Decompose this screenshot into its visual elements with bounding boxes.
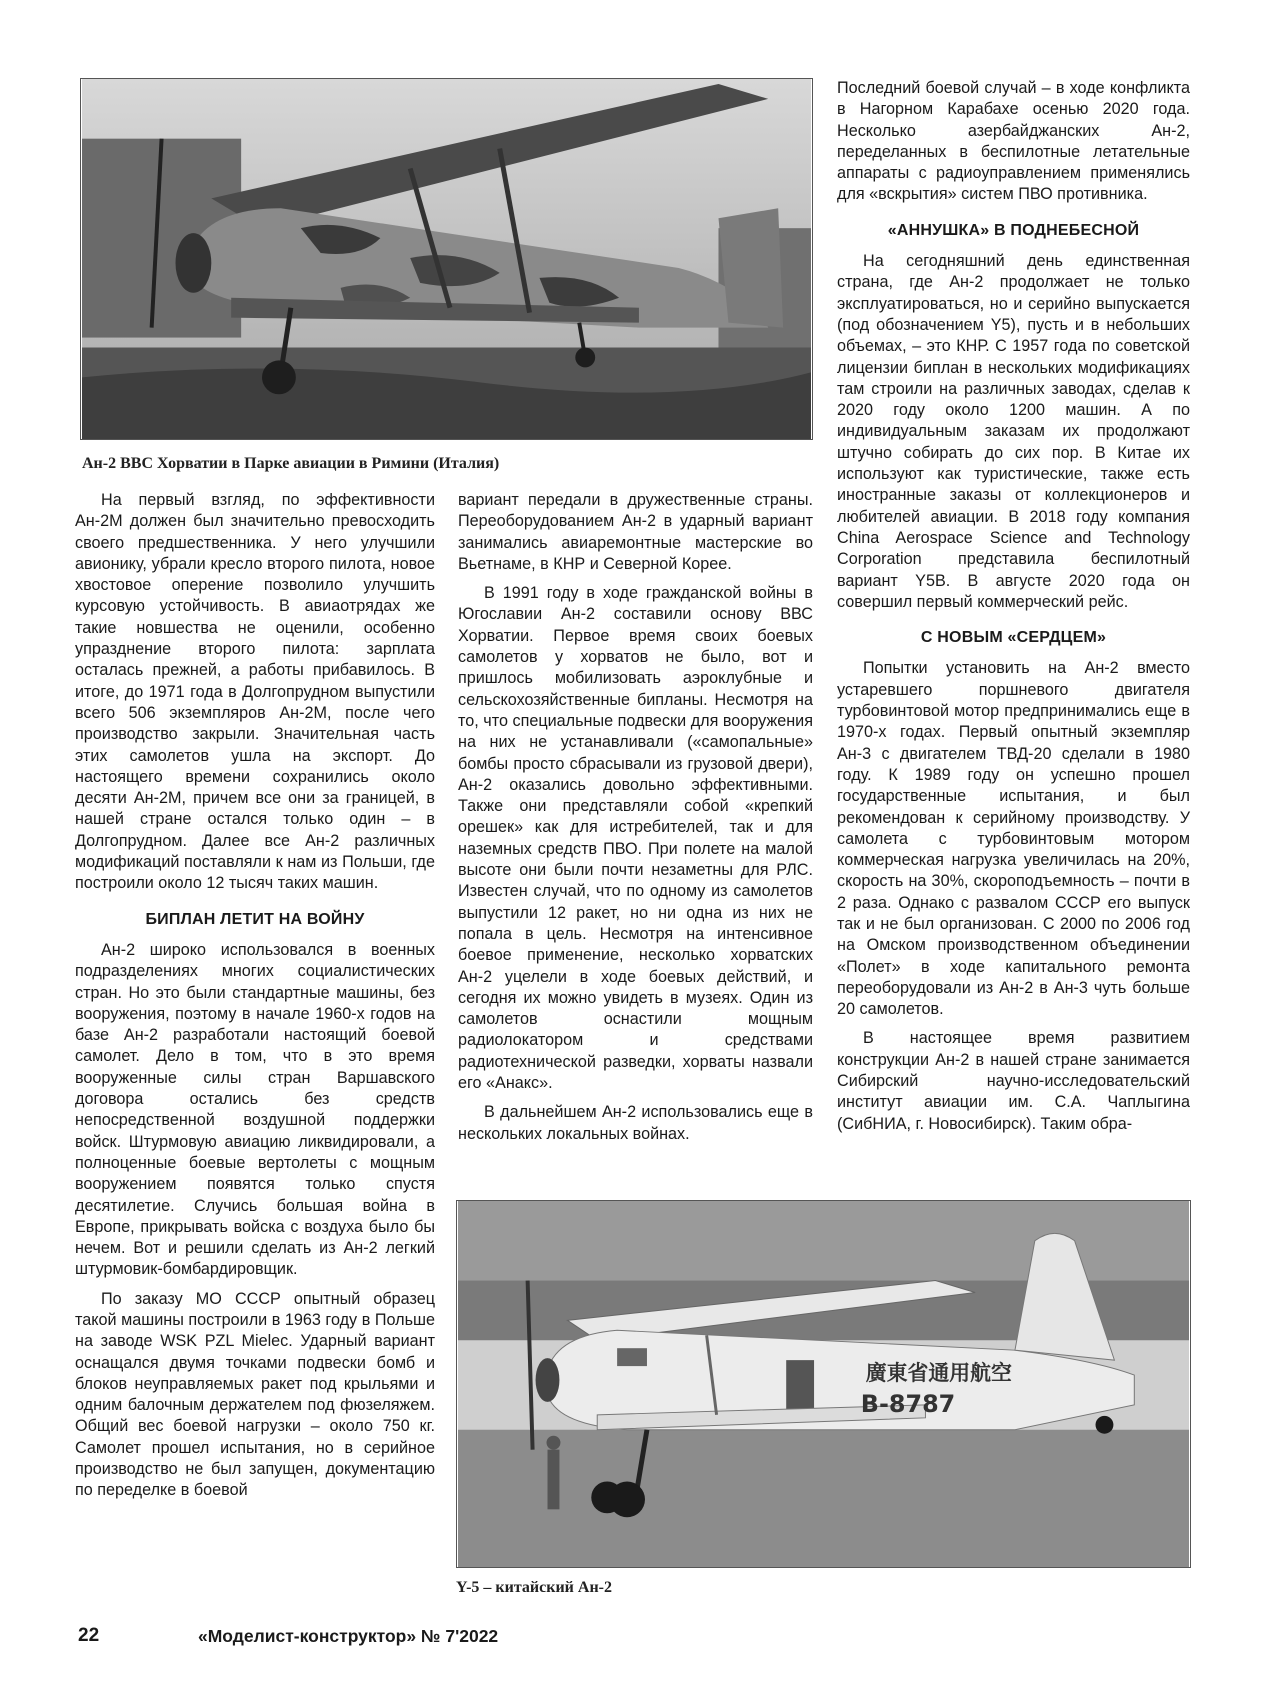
chinese-airline-text: 廣東省通用航空	[865, 1361, 1012, 1386]
paragraph: На сегодняшний день единственная страна, где Ан-2 продолжает не только эксплуатироваться, но и серийно выпускается (под обозначением Y5), пусть и в небольших объемах, – это КНР. С 1957 года по советской лицензии биплан в нескольких модификациях там строили на различных заводах, сделав к 2020 году около 1200 машин. А по индивидуальным заказам их продолжают штучно собирать до сих пор. В Китае их используют как туристические, также есть иностранные заказы от коллекционеров и любителей авиации. В 2018 году компания China Aerospace Science and Technology Corporation представила беспилотный вариант Y5B. В августе 2020 года он совершил первый коммерческий рейс.	[837, 252, 1190, 611]
section-heading: БИПЛАН ЛЕТИТ НА ВОЙНУ	[145, 910, 365, 928]
paragraph: Последний боевой случай – в ходе конфликта в Нагорном Карабахе осенью 2020 года. Несколько азербайджанских Ан-2, переделанных в беспилотные летательные аппараты с радиоуправлением применялись для «вскрытия» систем ПВО противника.	[837, 79, 1190, 204]
photo2-caption: Y-5 – китайский Ан-2	[456, 1579, 612, 1596]
section-heading: С НОВЫМ «СЕРДЦЕМ»	[920, 629, 1107, 647]
paragraph: вариант передали в дружественные страны. Переоборудованием Ан-2 в ударный вариант занимались авиаремонтные мастерские во Вьетнаме, в КНР и Северной Корее.	[458, 491, 813, 573]
paragraph: Ан-2 широко использовался в военных подразделениях многих социалистических стран. Но это были стандартные машины, без вооружения, поэтому в начале 1960-х годов на базе Ан-2 разработали настоящий боевой самолет. Дело в том, что в это время вооруженные силы стран Варшавского договора остались без средств непосредственной воздушной поддержки войск. Штурмовую авиацию ликвидировали, а полноценные боевые вертолеты с мощным вооружением появятся только спустя десятилетие. Случись большая война в Европе, прикрывать войска с воздуха было бы нечем. Вот и решили сделать из Ан-2 легкий штурмовик-бомбардировщик.	[75, 940, 435, 1279]
page-number: 22	[78, 1625, 100, 1646]
paragraph: Попытки установить на Ан-2 вместо устаревшего поршневого двигателя турбовинтовой мотор предпринимались еще в 1970-х годах. Первый опытный экземпляр Ан-3 с двигателем ТВД-20 сделали в 1980 году. К 1989 году он успешно прошел государственные испытания, и был рекомендован к серийному производству. У самолета с турбовинтовым мотором коммерческая нагрузка увеличилась на 20%, скорость на 30%, скороподъемность – почти в 2 раза. Однако с развалом СССР его выпуск так и не был организован. С 2000 по 2006 год на Омском производственном объединении «Полет» в ходе капитального ремонта переоборудовали из Ан-2 в Ан-3 чуть больше 20 самолетов.	[837, 659, 1190, 1019]
paragraph: В 1991 году в ходе гражданской войны в Югославии Ан-2 составили основу ВВС Хорватии. Первое время своих боевых самолетов у хорватов не было, вот и пришлось мобилизовать аэроклубные и сельскохозяйственные бипланы. Несмотря на то, что специальные подвески для вооружения на них не устанавливали («самопальные» бомбы просто сбрасывали из грузовой двери), Ан-2 оказались довольно эффективными. Также они представляли собой «крепкий орешек» как для истребителей, так и для наземных средств ПВО. При полете на малой высоте они были почти незаметны для РЛС. Известен случай, что по одному из самолетов выпустили 12 ракет, но ни одна из них не попала в цель. Несмотря на интенсивное боевое применение, несколько хорватских Ан-2 уцелели в ходе боевых действий, и сегодня их можно увидеть в музеях. Один из самолетов оснастили мощным радиолокатором и средствами радиотехнической разведки, хорваты назвали его «Анакс».	[458, 584, 813, 1093]
chinese-y5-photo	[456, 1200, 1191, 1568]
camouflaged-biplane-photo-icon	[81, 79, 812, 439]
paragraph: На первый взгляд, по эффективности Ан-2М должен был значительно превосходить своего предшественника. У него улучшили авионику, убрали кресло второго пилота, новое хвостовое оперение позволило улучшить курсовую устойчивость. В авиаотрядах же такие новшества не оценили, особенно упразднение второго пилота: зарплата осталась прежней, а работы прибавилось. В итоге, до 1971 года в Долгопрудном выпустили всего 506 экземпляров Ан-2М, после чего производство закрыли. Значительная часть этих самолетов ушла на экспорт. До настоящего времени сохранились около десяти Ан-2М, причем все они за границей, в нашей стране остался только один – в Долгопрудном. Далее все Ан-2 различных модификаций поставляли к нам из Польши, где построили около 12 тысяч таких машин.	[75, 491, 435, 893]
paragraph: В настоящее время развитием конструкции Ан-2 в нашей стране занимается Сибирский научно-исследовательский институт авиации им. С.А. Чаплыгина (СибНИА, г. Новосибирск). Таким обра-	[837, 1029, 1190, 1133]
journal-title: «Моделист-конструктор» № 7'2022	[198, 1626, 499, 1646]
photo1-caption: Ан-2 ВВС Хорватии в Парке авиации в Римини (Италия)	[82, 455, 500, 472]
paragraph: По заказу МО СССР опытный образец такой машины построили в 1963 году в Польше на заводе WSK PZL Mielec. Ударный вариант оснащался двумя точками подвески бомб и блоков неуправляемых ракет под крыльями и одним балочным держателем под фюзеляжем. Общий вес боевой нагрузки – около 750 кг. Самолет прошел испытания, но в серийное производство не был запущен, документацию по переделке в боевой	[75, 1289, 435, 1500]
croatian-an2-photo	[80, 78, 813, 440]
registration-text: B-8787	[860, 1389, 956, 1418]
paragraph: В дальнейшем Ан-2 использовались еще в нескольких локальных войнах.	[458, 1103, 813, 1143]
article-column-1	[75, 490, 435, 1502]
article-column-2	[458, 490, 813, 1145]
article-column-3	[837, 78, 1190, 1135]
chinese-biplane-photo-icon	[457, 1201, 1190, 1567]
section-heading: «АННУШКА» В ПОДНЕБЕСНОЙ	[887, 221, 1140, 239]
